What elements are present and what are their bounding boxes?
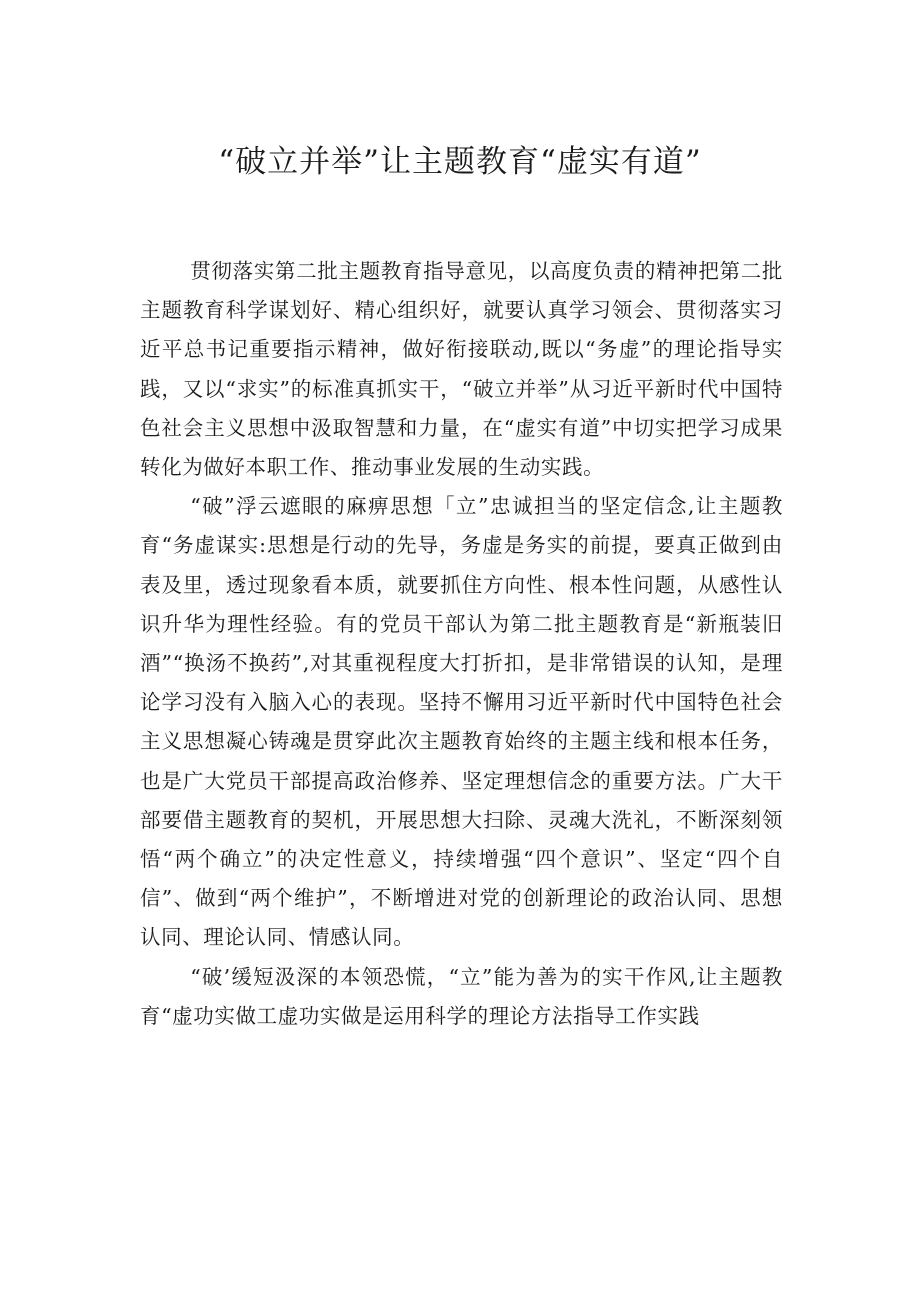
paragraph-thought: “破”浮云遮眼的麻痹思想「立”忠诚担当的坚定信念,让主题教育“务虚谋实:思想是行动的先导，务虚是务实的前提，要真正做到由表及里，透过现象看本质，就要抓住方向性、根本性问题，从感性认识升华为理性经验。有的党员干部认为第二批主题教育是“新瓶装旧酒”“换汤不换药”,对其重视程度大打折扣，是非常错误的认知，是理论学习没有入脑入心的表现。坚持不懈用习近平新时代中国特色社会主义思想凝心铸魂是贯穿此次主题教育始终的主题主线和根本任务，也是广大党员干部提高政治修养、坚定理想信念的重要方法。广大干部要借主题教育的契机，开展思想大扫除、灵魂大洗礼，不断深刻领悟“两个确立”的决定性意义，持续增强“四个意识”、坚定“四个自信”、做到“两个维护”，不断增进对党的创新理论的政治认同、思想认同、理论认同、情感认同。 xyxy=(140,494,783,950)
paragraph-capability: “破’缓短汲深的本领恐慌，“立”能为善为的实干作风,让主题教育“虚功实做工虚功实做是运用科学的理论方法指导工作实践 xyxy=(140,964,783,1028)
paragraph-intro: 贯彻落实第二批主题教育指导意见，以高度负责的精神把第二批主题教育科学谋划好、精心组织好，就要认真学习领会、贯彻落实习近平总书记重要指示精神，做好衔接联动,既以“务虚”的理论指导实践，又以“求实”的标准真抓实干，“破立并举”从习近平新时代中国特色社会主义思想中汲取智慧和力量，在“虚实有道”中切实把学习成果转化为做好本职工作、推动事业发展的生动实践。 xyxy=(140,259,783,480)
document-body xyxy=(140,252,783,1036)
document-title: “破立并举”让主题教育“虚实有道” xyxy=(218,144,702,180)
